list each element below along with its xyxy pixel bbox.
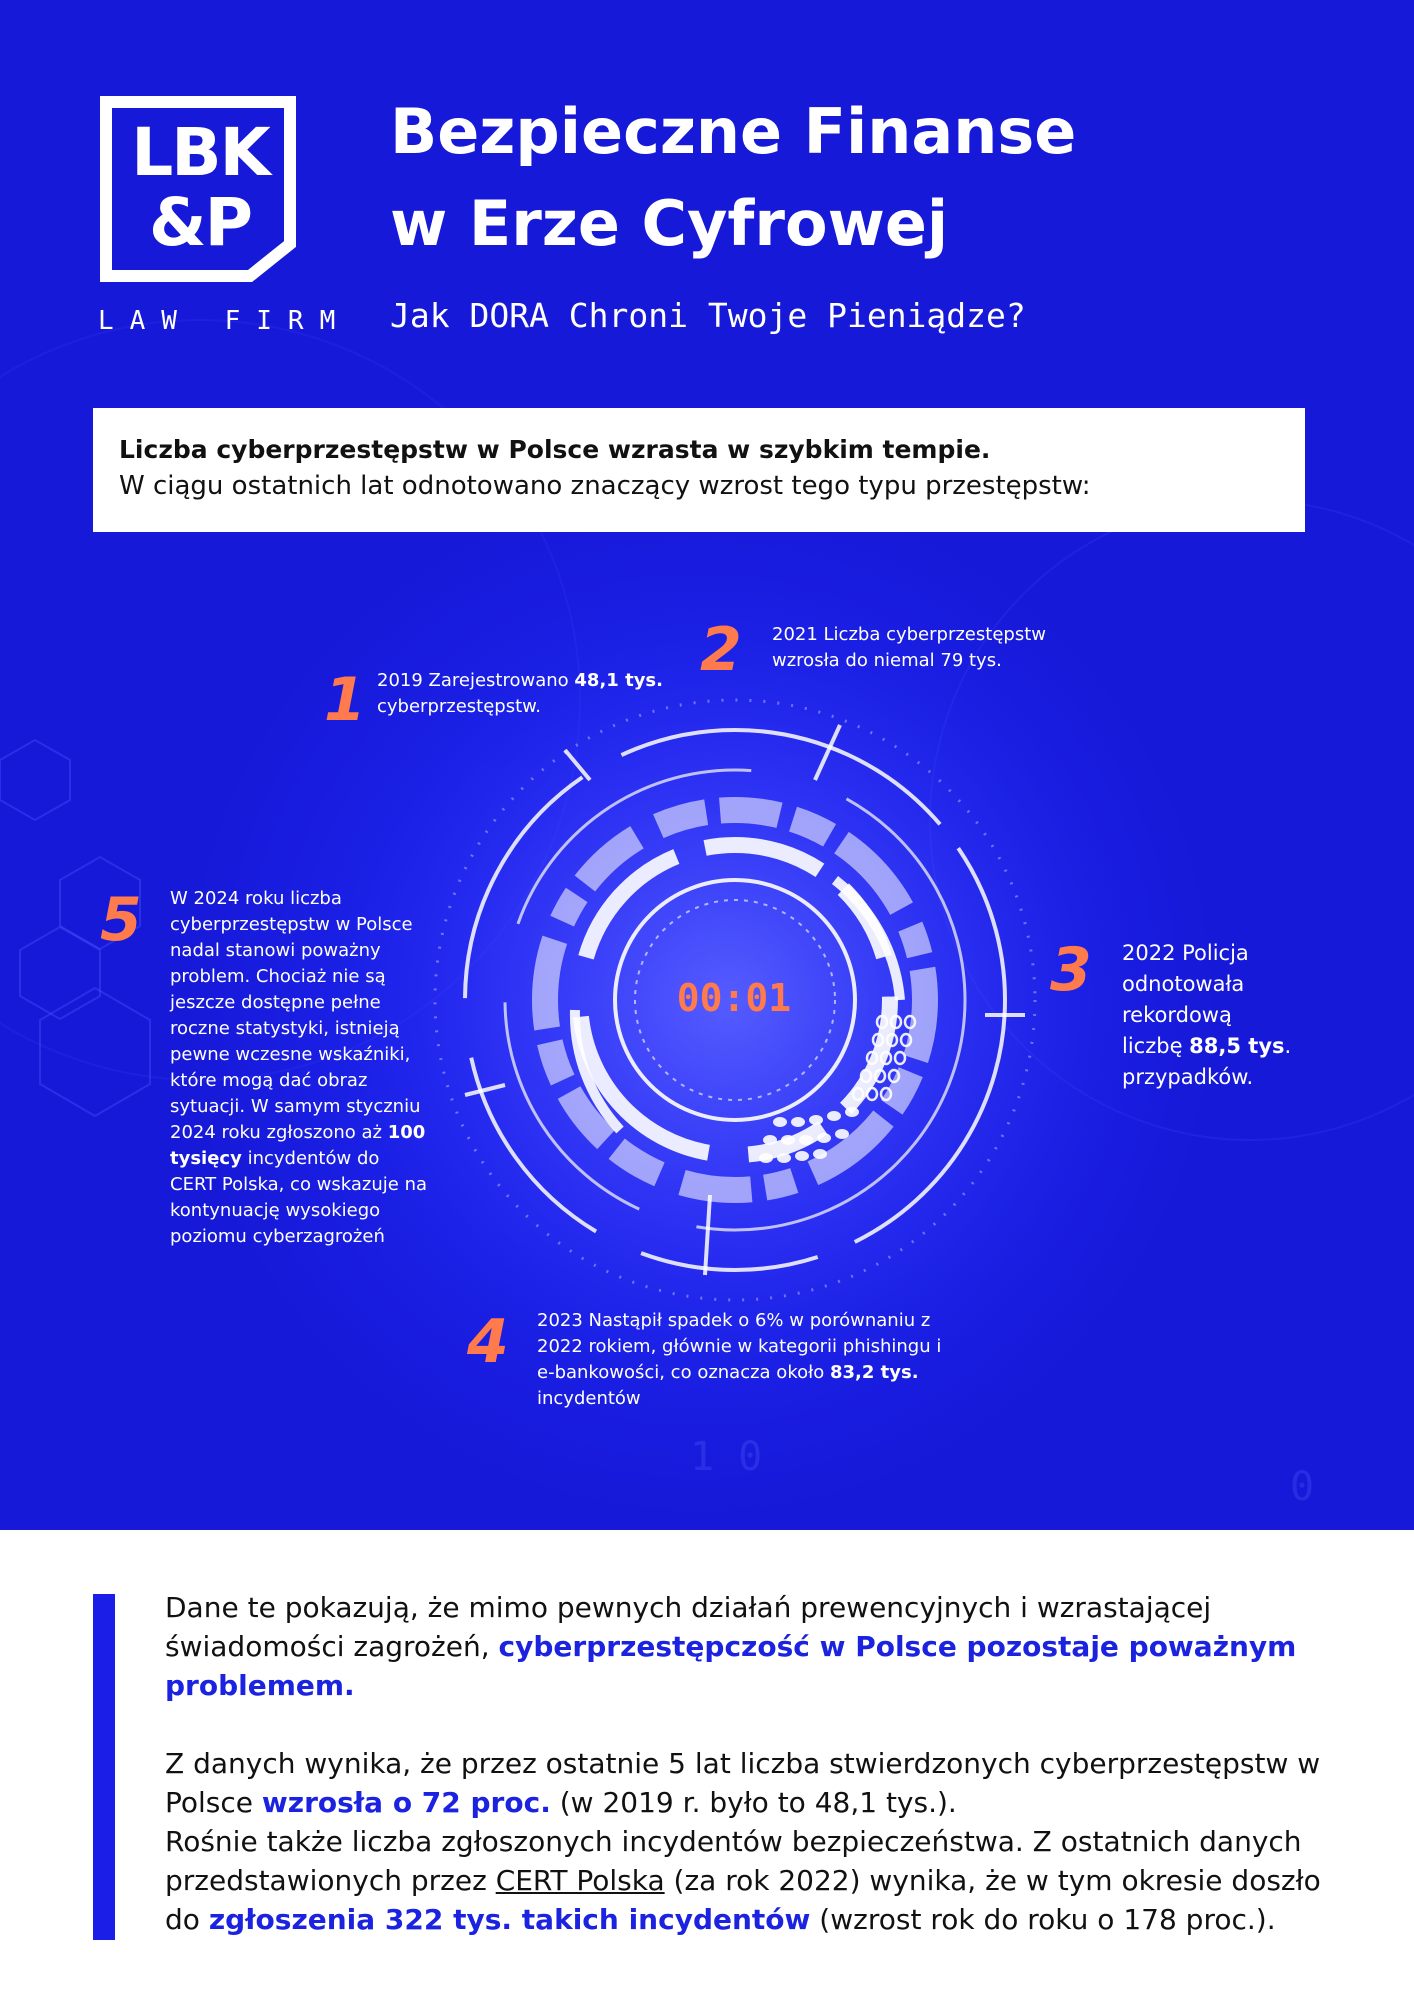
step-1-value: 48,1 tys. <box>574 670 663 691</box>
intro-headline: Liczba cyberprzestępstw w Polsce wzrasta w szybkim tempie. <box>119 435 991 464</box>
summary-3-text: Rośnie także liczba zgłoszonych incydentów bezpieczeństwa. Z ostatnich danych przedstawionych przez <box>165 1825 1302 1897</box>
summary-paragraph-3 <box>165 1822 1335 1939</box>
summary-1-text: Dane te pokazują, że mimo pewnych działań prewencyjnych i wzrastającej świadomości zagrożeń, <box>165 1591 1212 1663</box>
title-line1: Bezpieczne Finanse <box>390 95 1077 168</box>
step-text-4 <box>537 1308 957 1412</box>
quote-accent-bar <box>93 1594 115 1940</box>
step-1-pre: 2019 Zarejestrowano <box>377 670 575 691</box>
step-text-2: 2021 Liczba cyberprzestępstw wzrosła do niemal 79 tys. <box>772 624 1046 671</box>
summary-paragraph-2 <box>165 1744 1335 1822</box>
logo-line1: LBK <box>131 114 269 191</box>
step-number-2: 2 <box>700 615 742 685</box>
step-3-value: 88,5 tys <box>1189 1034 1285 1058</box>
step-text-5 <box>170 886 428 1250</box>
intro-text: W ciągu ostatnich lat odnotowano znaczący wzrost tego typu przestępstw: <box>119 471 1091 501</box>
step-4-value: 83,2 tys. <box>829 1362 919 1383</box>
summary-2-text: Z danych wynika, że przez ostatnie 5 lat liczba stwierdzonych cyberprzestępstw w Polsce <box>165 1747 1321 1819</box>
step-4-pre: 2023 Nastąpił spadek o 6% w porównaniu z 2022 rokiem, głównie w kategorii phishingu i e-bankowości, co oznacza około <box>537 1310 942 1383</box>
summary-2-post: (w 2019 r. było to 48,1 tys.). <box>550 1786 957 1819</box>
page-subtitle: Jak DORA Chroni Twoje Pieniądze? <box>390 296 1026 335</box>
summary-2-highlight: wzrosła o 72 proc. <box>261 1786 551 1819</box>
step-1-post: cyberprzestępstw. <box>377 696 541 717</box>
step-3-pre: 2022 Policja odnotowała rekordową liczbę <box>1122 941 1249 1058</box>
step-3-post: . przypadków. <box>1122 1034 1292 1089</box>
step-number-1: 1 <box>324 665 366 735</box>
svg-text:0: 0 <box>1290 1464 1315 1510</box>
summary-1-highlight: cyberprzestępczość w Polsce pozostaje poważnym problemem. <box>165 1630 1297 1702</box>
summary-3-post: (wzrost rok do roku o 178 proc.). <box>810 1903 1276 1936</box>
summary-3-mid: (za rok 2022) wynika, że w tym okresie doszło do <box>165 1864 1321 1936</box>
title-line2: w Erze Cyfrowej <box>390 187 949 260</box>
step-text-1 <box>377 668 677 720</box>
step-number-4: 4 <box>467 1307 509 1377</box>
step-text-3 <box>1122 938 1292 1093</box>
summary-paragraph-1 <box>165 1588 1335 1705</box>
step-5-post: incydentów do CERT Polska, co wskazuje na kontynuację wysokiego poziomu cyberzagrożeń <box>170 1148 428 1247</box>
logo-tagline: LAW FIRM <box>98 306 352 336</box>
summary-text <box>165 1588 1335 1939</box>
step-number-5: 5 <box>100 885 142 955</box>
step-number-3: 3 <box>1050 935 1092 1005</box>
step-4-post: incydentów <box>537 1388 641 1409</box>
step-5-value: 100 tysięcy <box>170 1122 426 1169</box>
summary-3-highlight: zgłoszenia 322 tys. takich incydentów <box>208 1903 811 1936</box>
logo-line2: &P <box>149 184 251 261</box>
step-5-pre: W 2024 roku liczba cyberprzestępstw w Polsce nadal stanowi poważny problem. Chociaż nie są jeszcze dostępne pełne roczne statystyki, istnieją pewne wczesne wskaźniki, które mogą dać obraz sytuacji. W samym styczniu 2024 roku zgłoszono aż <box>170 888 421 1143</box>
cert-polska-link[interactable]: CERT Polska <box>495 1864 665 1897</box>
timer-display: 00:01 <box>676 976 792 1020</box>
svg-text:1 0: 1 0 <box>690 1434 763 1480</box>
